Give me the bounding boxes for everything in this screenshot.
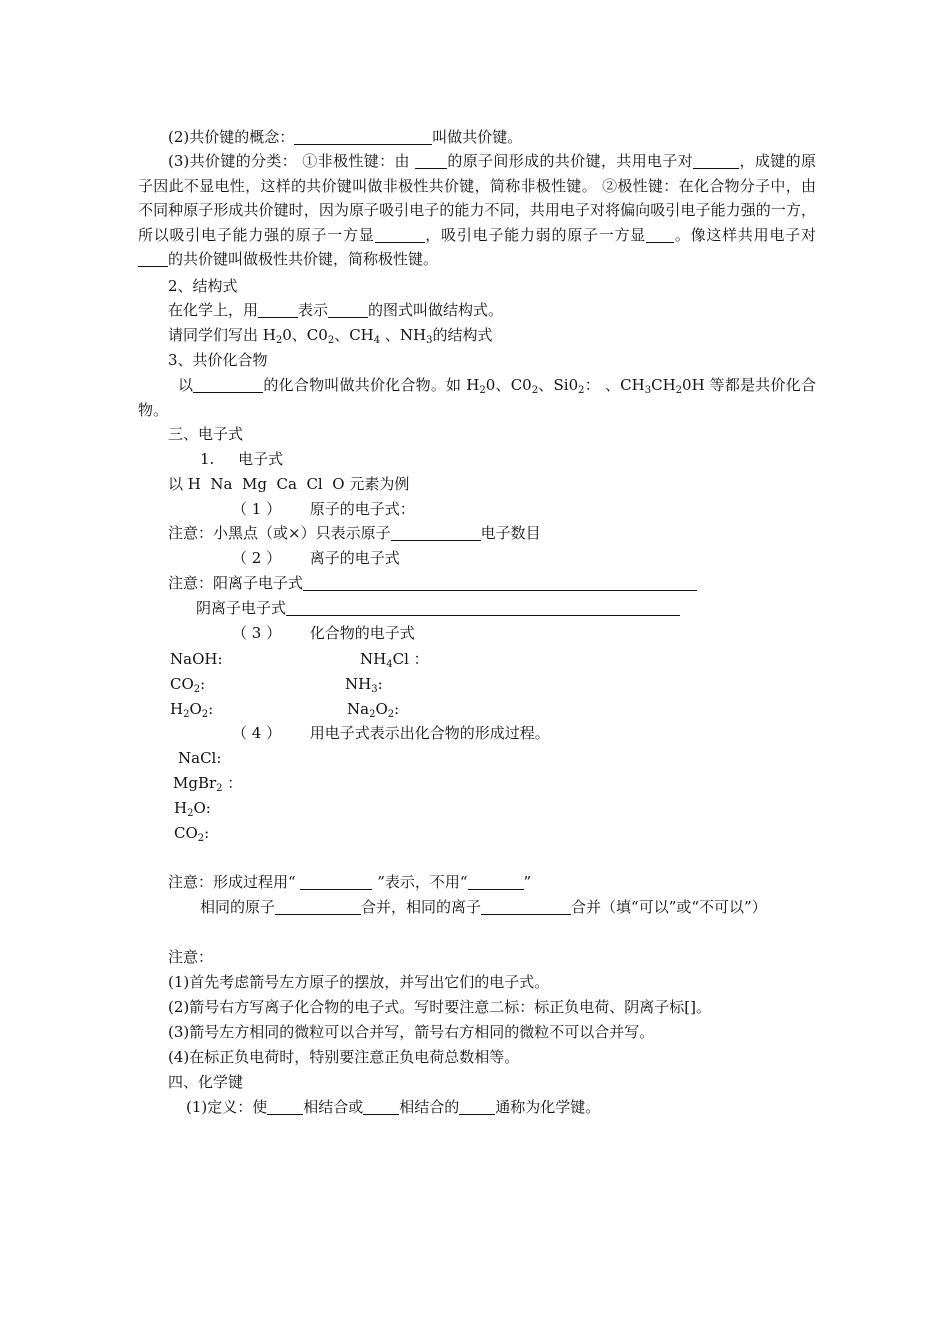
- note-item-4: (4)在标正负电荷时，特别要注意正负电荷总数相等。: [168, 1048, 520, 1066]
- label-co2: $CO_2$:: [170, 675, 206, 695]
- blank[interactable]: [468, 873, 524, 890]
- blank[interactable]: [286, 599, 680, 616]
- blank[interactable]: [303, 574, 697, 591]
- sub-formation-process: （ 4 ） 用电子式表示出化合物的形成过程。: [232, 724, 550, 742]
- heading-structural-formula: 2、结构式: [168, 277, 238, 295]
- blank[interactable]: [275, 898, 361, 915]
- label-co2-formation: $CO_2$:: [174, 824, 210, 844]
- label-na2o2: $Na_2O_2$:: [347, 700, 400, 720]
- note-item-1: (1)首先考虑箭号左方原子的摆放，并写出它们的电子式。: [168, 973, 550, 991]
- blank[interactable]: [363, 1098, 399, 1115]
- blank[interactable]: [328, 301, 368, 318]
- structural-formula-definition: 在化学上，用 表示 的图式叫做结构式。: [168, 301, 504, 319]
- blank[interactable]: [459, 1098, 495, 1115]
- heading-covalent-compound: 3、共价化合物: [168, 351, 268, 369]
- blank[interactable]: [391, 524, 481, 541]
- sub-atom-electron-formula: （ 1 ） 原子的电子式：: [232, 500, 415, 518]
- label-nh4cl: $NH_4Cl$ ：: [360, 650, 429, 670]
- structural-formula-task: 请同学们写出 $H_20$、$C0_2$、$CH_4$ 、$NH_3$的结构式: [168, 326, 493, 346]
- heading-chemical-bond: 四、化学键: [168, 1073, 244, 1091]
- blank[interactable]: [415, 152, 447, 169]
- label-h2o: $H_2O$:: [174, 799, 211, 819]
- label-naoh: NaOH:: [170, 650, 223, 668]
- note-item-3: (3)箭号左方相同的微粒可以合并写，箭号右方相同的微粒不可以合并写。: [168, 1023, 655, 1041]
- blank[interactable]: [481, 898, 571, 915]
- covalent-concept-line: (2)共价键的概念： 叫做共价键。: [168, 128, 523, 146]
- blank[interactable]: [258, 301, 298, 318]
- blank[interactable]: [693, 152, 739, 169]
- blank[interactable]: [193, 376, 263, 393]
- heading-electron-formula: 三、电子式: [168, 425, 244, 443]
- notes-title: 注意：: [168, 948, 214, 966]
- blank[interactable]: [267, 1098, 303, 1115]
- label-nacl: NaCl:: [178, 749, 222, 767]
- label-nh3: $NH_3$:: [345, 675, 383, 695]
- item-electron-formula: 1. 电子式: [200, 450, 284, 468]
- covalent-compound-definition: 以 的化合物叫做共价化合物。如 $H_20$、$C0_2$、$Si0_2$： 、$CH_3CH_20H$ 等都是共价化合物。: [138, 376, 816, 419]
- note-anion: 阴离子电子式: [196, 596, 874, 621]
- elements-example: 以 H Na Mg Ca Cl O 元素为例: [168, 475, 410, 493]
- label-h2o2: $H_2O_2$:: [170, 700, 214, 720]
- note-dot-meaning: 注意：小黑点（或×）只表示原子 电子数目: [168, 524, 541, 542]
- merge-rule-paragraph: 相同的原子 合并，相同的离子 合并（填“可以”或“不可以”）: [200, 898, 767, 916]
- blank[interactable]: [646, 226, 674, 243]
- blank[interactable]: [294, 128, 432, 145]
- note-item-2: (2)箭号右方写离子化合物的电子式。写时要注意二标：标正负电荷、阴离子标[]。: [168, 998, 711, 1016]
- sub-ion-electron-formula: （ 2 ） 离子的电子式: [232, 549, 400, 567]
- sub-compound-electron-formula: （ 3 ） 化合物的电子式: [232, 624, 415, 642]
- blank[interactable]: [138, 250, 168, 267]
- label-mgbr2: MgBr$_2$ ：: [173, 774, 243, 794]
- covalent-classification-paragraph: (3)共价键的分类： ①非极性键：由 的原子间形成的共价键，共用电子对 ，成键的原子因此不显电性，这样的共价键叫做非极性共价键，简称非极性键。 ②极性键：在化合物分子中，由不同种原子形成共价键时，因为原子吸引电子的能力不同，共用电子对将偏向吸引电子能力强的一方，所以吸引电子能力强的原子一方显 ，吸引电子能力弱的原子一方显 。像这样共用电子对的共价键叫做极性共价键，简称极性键。: [138, 152, 816, 269]
- blank[interactable]: [375, 226, 425, 243]
- note-cation: 注意：阳离子电子式: [168, 571, 846, 596]
- blank[interactable]: [300, 873, 372, 890]
- chemical-bond-definition: (1)定义：使 相结合或 相结合的 通称为化学键。: [186, 1098, 601, 1116]
- note-arrow-usage: 注意：形成过程用“ ”表示，不用“ ”: [168, 873, 532, 891]
